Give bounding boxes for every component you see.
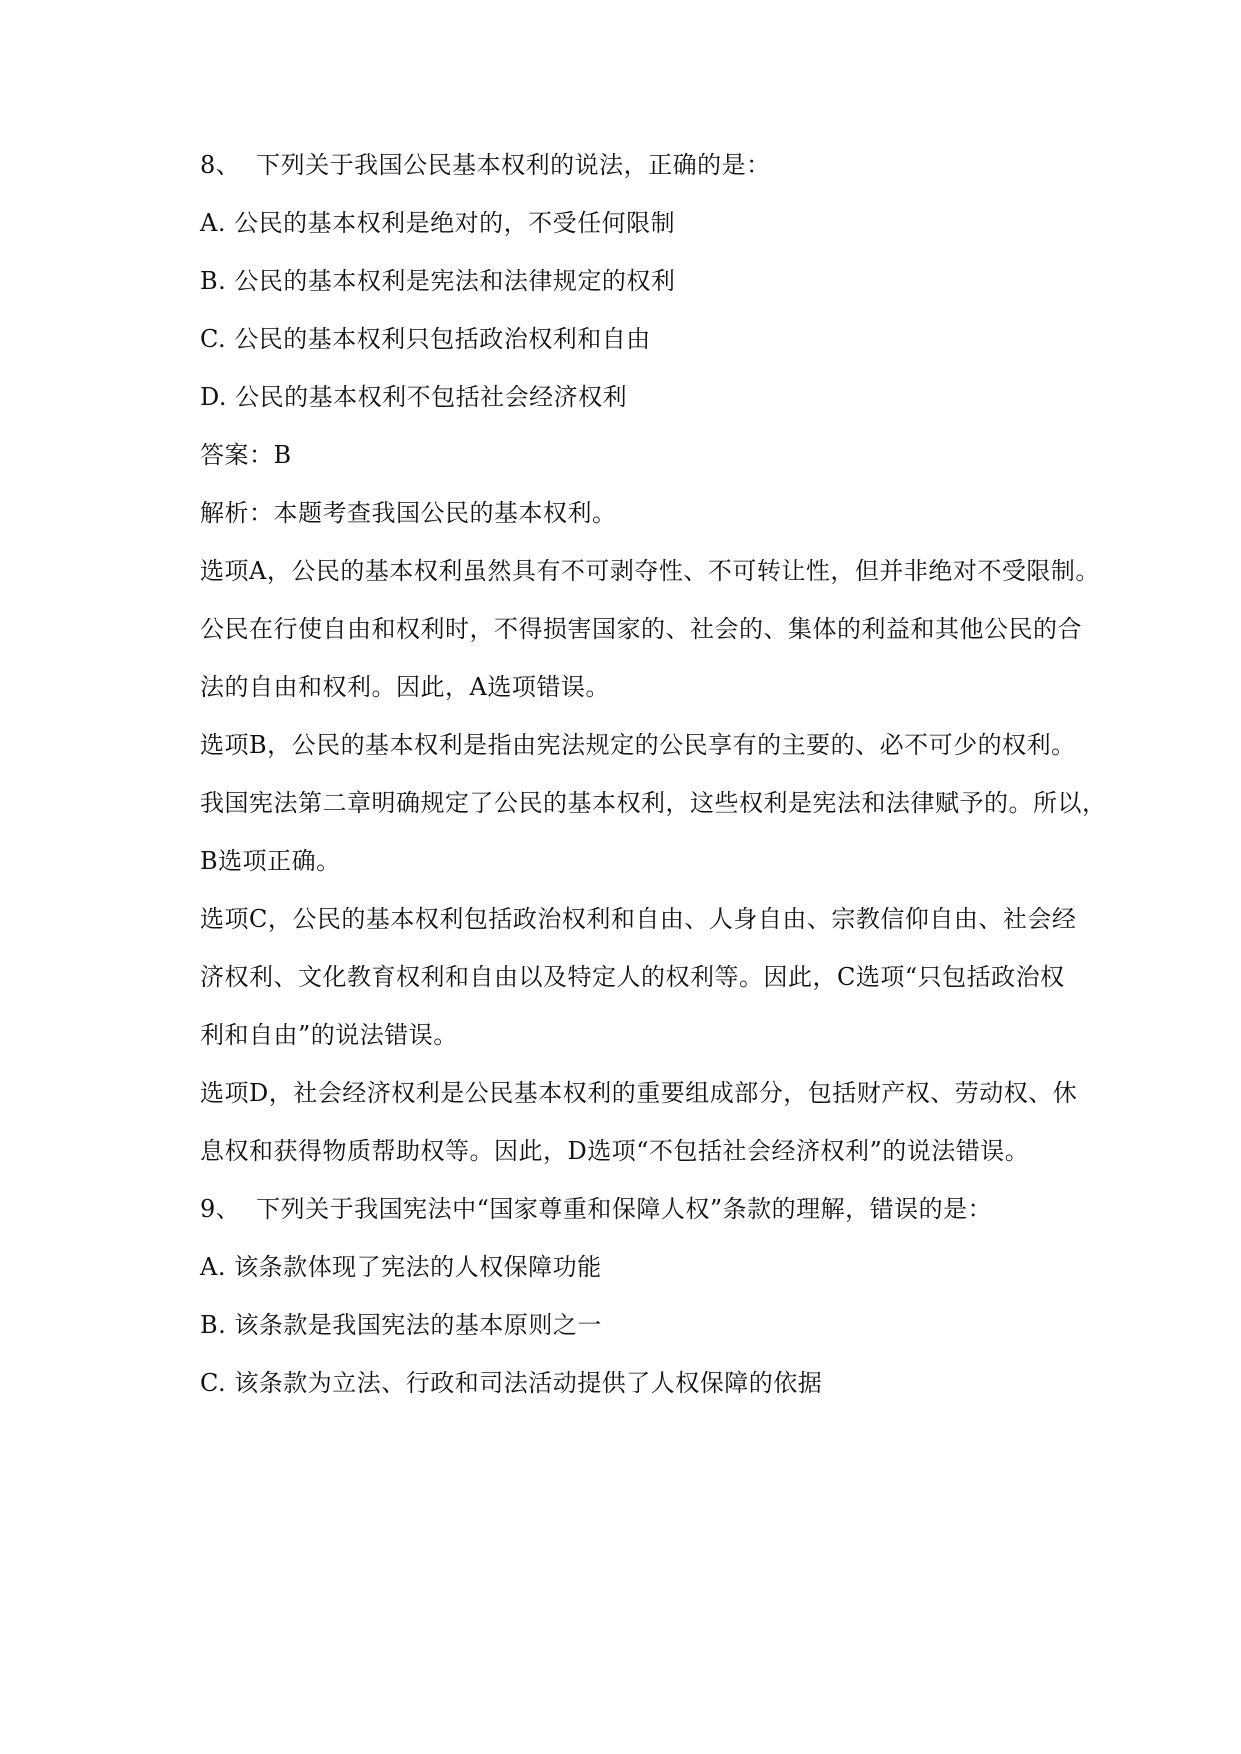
q8-analysis-line: 利和自由”的说法错误。 bbox=[200, 1021, 458, 1049]
question-8 bbox=[200, 148, 1100, 182]
q8-analysis-line: 济权利、文化教育权利和自由以及特定人的权利等。因此，C选项“只包括政治权 bbox=[200, 963, 1065, 991]
q8-analysis-line: 选项C，公民的基本权利包括政治权利和自由、人身自由、宗教信仰自由、社会经 bbox=[200, 905, 1077, 933]
question-8-stem: 下列关于我国公民基本权利的说法，正确的是： bbox=[256, 151, 771, 179]
q8-analysis-line: 选项B，公民的基本权利是指由宪法规定的公民享有的主要的、必不可少的权利。 bbox=[200, 731, 1076, 759]
q9-option-b: B. 该条款是我国宪法的基本原则之一 bbox=[200, 1311, 602, 1339]
q8-analysis-line: B选项正确。 bbox=[200, 847, 341, 875]
question-9 bbox=[200, 1192, 1100, 1226]
q8-answer: 答案：B bbox=[200, 441, 292, 469]
q8-option-d: D. 公民的基本权利不包括社会经济权利 bbox=[200, 383, 628, 411]
question-9-number: 9、 bbox=[200, 1195, 241, 1223]
q8-option-a: A. 公民的基本权利是绝对的，不受任何限制 bbox=[200, 209, 676, 237]
q9-option-c: C. 该条款为立法、行政和司法活动提供了人权保障的依据 bbox=[200, 1369, 823, 1397]
q8-analysis-line: 息权和获得物质帮助权等。因此，D选项“不包括社会经济权利”的说法错误。 bbox=[200, 1137, 1030, 1165]
q8-analysis-line: 选项D，社会经济权利是公民基本权利的重要组成部分，包括财产权、劳动权、休 bbox=[200, 1079, 1078, 1107]
q8-analysis-line: 法的自由和权利。因此，A选项错误。 bbox=[200, 673, 610, 701]
q8-option-b: B. 公民的基本权利是宪法和法律规定的权利 bbox=[200, 267, 676, 295]
q8-analysis-title: 解析：本题考查我国公民的基本权利。 bbox=[200, 499, 617, 527]
q8-analysis-line: 选项A，公民的基本权利虽然具有不可剥夺性、不可转让性，但并非绝对不受限制。 bbox=[200, 557, 1100, 585]
q8-analysis-line: 公民在行使自由和权利时，不得损害国家的、社会的、集体的利益和其他公民的合 bbox=[200, 615, 1082, 643]
question-8-number: 8、 bbox=[200, 151, 241, 179]
q8-option-c: C. 公民的基本权利只包括政治权利和自由 bbox=[200, 325, 651, 353]
question-9-stem: 下列关于我国宪法中“国家尊重和保障人权”条款的理解，错误的是： bbox=[256, 1195, 993, 1223]
q9-option-a: A. 该条款体现了宪法的人权保障功能 bbox=[200, 1253, 602, 1281]
q8-analysis-line: 我国宪法第二章明确规定了公民的基本权利，这些权利是宪法和法律赋予的。所以， bbox=[200, 789, 1107, 817]
